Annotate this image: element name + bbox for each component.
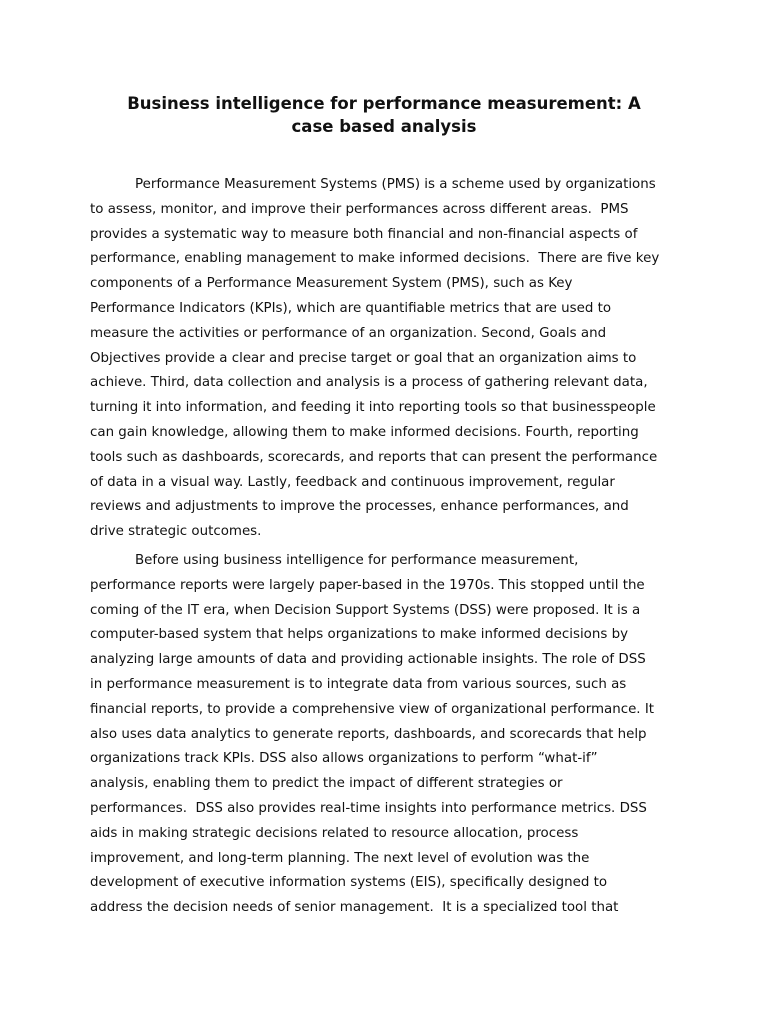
text-line: Performance Measurement Systems (PMS) is a scheme used by organizations — [135, 177, 656, 192]
text-line: development of executive information systems (EIS), specifically designed to — [90, 875, 608, 891]
document-title — [90, 92, 678, 138]
text-line: performance reports were largely paper-based in the 1970s. This stopped until the — [90, 577, 645, 593]
text-line: tools such as dashboards, scorecards, and reports that can present the performance — [90, 449, 658, 465]
text-line: Before using business intelligence for performance measurement, — [135, 552, 579, 568]
document-body — [90, 173, 690, 921]
text-line: in performance measurement is to integrate data from various sources, such as — [90, 676, 627, 692]
body-paragraph — [90, 173, 690, 545]
text-line: computer-based system that helps organizations to make informed decisions by — [90, 627, 629, 643]
text-line: Performance Indicators (KPIs), which are quantifiable metrics that are used to — [90, 300, 612, 316]
text-line: financial reports, to provide a comprehensive view of organizational performance. It — [90, 701, 655, 717]
text-line: to assess, monitor, and improve their performances across different areas. PMS — [90, 201, 629, 217]
title-line: Business intelligence for performance measurement: A — [127, 94, 641, 113]
text-line: also uses data analytics to generate reports, dashboards, and scorecards that help — [90, 726, 647, 742]
text-line: performances. DSS also provides real-time insights into performance metrics. DSS — [90, 800, 647, 816]
text-line: improvement, and long-term planning. The next level of evolution was the — [90, 850, 590, 866]
text-line: analyzing large amounts of data and providing actionable insights. The role of DSS — [90, 652, 646, 668]
text-line: of data in a visual way. Lastly, feedback and continuous improvement, regular — [90, 474, 615, 490]
title-line: case based analysis — [291, 117, 477, 136]
body-paragraph — [90, 549, 690, 921]
text-line: provides a systematic way to measure both financial and non-financial aspects of — [90, 226, 638, 242]
text-line: measure the activities or performance of an organization. Second, Goals and — [90, 325, 607, 341]
text-line: analysis, enabling them to predict the impact of different strategies or — [90, 776, 563, 792]
text-line: can gain knowledge, allowing them to make informed decisions. Fourth, reporting — [90, 424, 639, 440]
text-line: aids in making strategic decisions related to resource allocation, process — [90, 825, 579, 841]
text-line: coming of the IT era, when Decision Support Systems (DSS) were proposed. It is a — [90, 602, 641, 618]
text-line: reviews and adjustments to improve the processes, enhance performances, and — [90, 499, 629, 515]
text-line: performance, enabling management to make informed decisions. There are five key — [90, 251, 660, 267]
text-line: Objectives provide a clear and precise target or goal that an organization aims to — [90, 350, 637, 366]
text-line: address the decision needs of senior management. It is a specialized tool that — [90, 900, 619, 916]
text-line: organizations track KPIs. DSS also allows organizations to perform “what-if” — [90, 751, 598, 767]
text-line: turning it into information, and feeding it into reporting tools so that businesspeople — [90, 400, 656, 416]
text-line: achieve. Third, data collection and analysis is a process of gathering relevant data, — [90, 375, 648, 391]
text-line: components of a Performance Measurement System (PMS), such as Key — [90, 276, 573, 292]
text-line: drive strategic outcomes. — [90, 524, 262, 540]
